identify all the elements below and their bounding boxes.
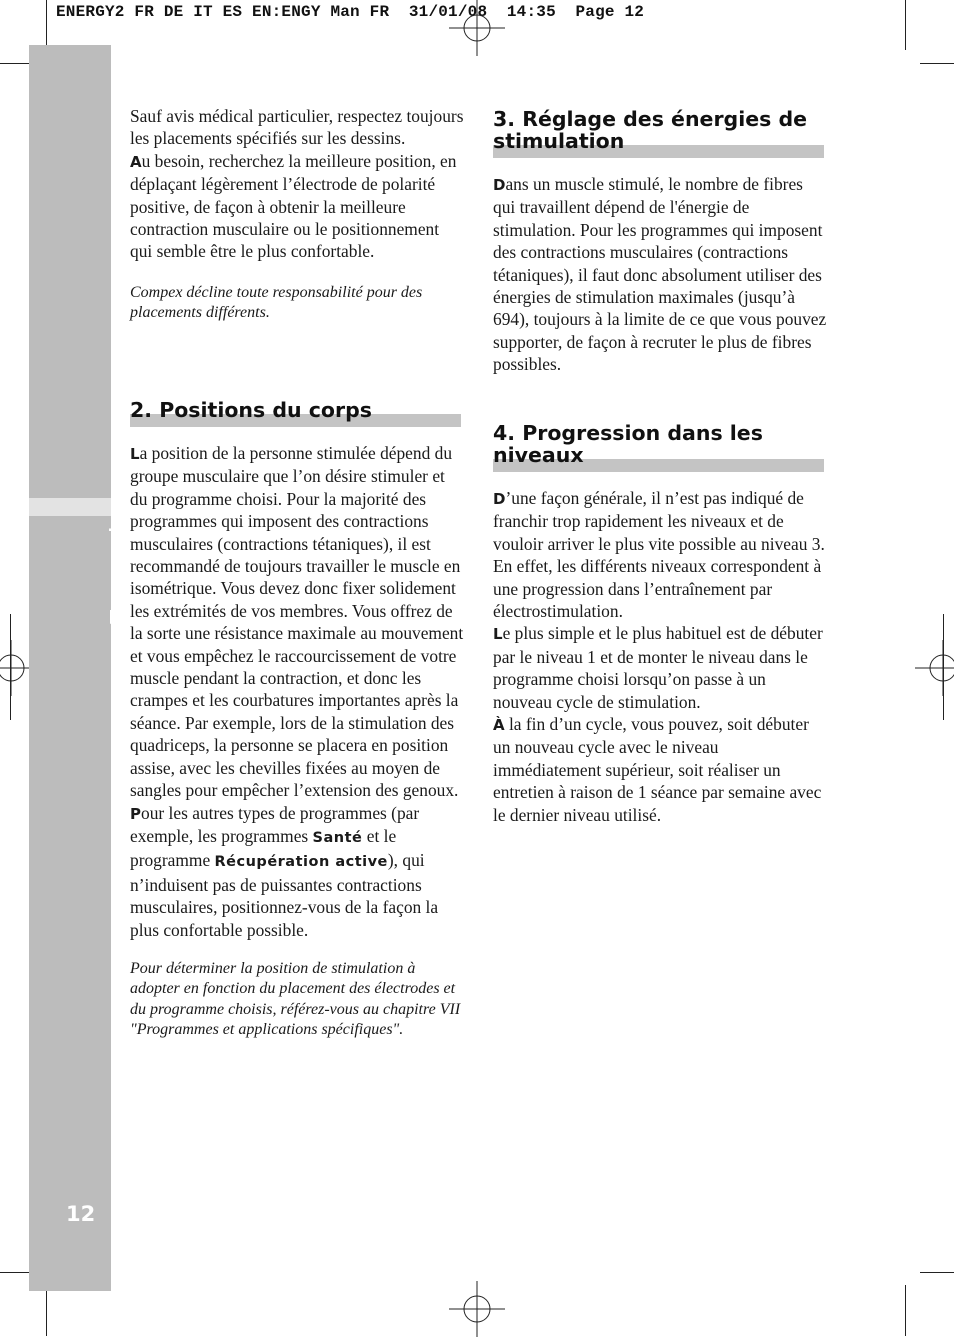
print-header: ENERGY2 FR DE IT ES EN:ENGY Man FR 31/01/08 14:35 Page 12 [56,3,645,21]
registration-mark-icon [449,1281,505,1337]
crop-mark [905,0,906,50]
language-label: Français [104,510,135,626]
intro-paragraph: Sauf avis médical particulier, respectez toujours les placements spécifiés sur les dessins. [130,106,464,149]
program-name: Santé [312,829,363,846]
registration-mark-icon [449,0,505,56]
body-paragraph: D’une façon générale, il n’est pas indiqué de franchir trop rapidement les niveaux et de vouloir arriver le plus vite possible au niveau 3. En effet, les différents niveaux correspondent à une progression dans l’entraînement par électrostimulation. [493,488,825,622]
registration-mark-icon [915,640,954,696]
drop-cap: P [130,804,141,823]
drop-cap: L [493,625,503,644]
crop-mark [920,63,954,64]
drop-cap: A [130,152,142,171]
crop-mark [46,0,47,45]
section-heading-progression: 4. Progression dans les niveaux [493,422,824,466]
section-heading-energies: 3. Réglage des énergies de stimulation [493,108,824,152]
body-paragraph: Le plus simple et le plus habituel est de débuter par le niveau 1 et de monter le niveau dans le programme choisi lorsqu’on passe à un nouveau cycle de stimulation. [493,623,823,712]
drop-cap: D [493,490,506,508]
section-positions-body [130,442,465,1041]
reference-note: Pour déterminer la position de stimulation à adopter en fonction du placement des électrodes et du programme choisis, référez-vous au chapitre VII "Programmes et applications spécifiques". [130,959,461,1039]
sidebar-tab [29,45,111,1291]
crop-mark [46,1290,47,1336]
drop-cap: L [130,445,140,463]
page-number: 12 [66,1202,96,1226]
left-column [130,105,465,324]
body-paragraph: La position de la personne stimulée dépend du groupe musculaire que l’on désire stimuler et du programme choisi. Pour la majorité des programmes qui imposent des contractions musculaires (contractions tétaniques), il est recommandé de toujours travailler le muscle en isométrique. Vous devez donc fixer solidement les extrémités de vos membres. Vous offrez de la sorte une résistance maximale au mouvement et vous empêchez le raccourcissement de votre muscle pendant la contraction, et donc les crampes et les courbatures importantes après la séance. Par exemple, lors de la stimulation des quadriceps, la personne se placera en position assise, avec les chevilles fixées au moyen de sangles pour empêcher l’extension des genoux. [130,443,464,801]
body-paragraph: Dans un muscle stimulé, le nombre de fibres qui travaillent dépend de l'énergie de stimulation. Pour les programmes qui imposent des contractions musculaires (contractions tétaniques), il faut donc absolument utiliser des énergies de stimulation maximales (jusqu’à 694), toujours à la limite de ce que vous pouvez supporter, de façon à recruter le plus de fibres possibles. [493,174,827,375]
program-name: Récupération active [214,854,388,871]
section-energies-body [493,173,828,376]
drop-cap: D [493,176,506,194]
drop-cap: À [493,716,505,735]
crop-mark [0,1272,30,1273]
intro-paragraph: Au besoin, recherchez la meilleure position, en déplaçant légèrement l’électrode de polarité positive, de façon à obtenir la meilleure contraction musculaire ou le positionnement qui semble être le plus confortable. [130,150,457,262]
body-paragraph: À la fin d’un cycle, vous pouvez, soit débuter un nouveau cycle avec le niveau immédiatement supérieur, soit réaliser un entretien à raison de 1 séance par semaine avec le dernier niveau utilisé. [493,714,822,825]
crop-mark [905,1285,906,1336]
crop-mark [0,63,30,64]
crop-mark [920,1272,954,1273]
body-paragraph: Pour les autres types de programmes (par exemple, les programmes Santé et le programme Récupération active), qui n’induisent pas de puissantes contractions musculaires, positionnez-vous de la façon la plus confortable possible. [130,802,439,940]
section-heading-positions: 2. Positions du corps [130,399,461,421]
disclaimer-note: Compex décline toute responsabilité pour des placements différents. [130,283,423,322]
section-progression-body [493,487,828,826]
